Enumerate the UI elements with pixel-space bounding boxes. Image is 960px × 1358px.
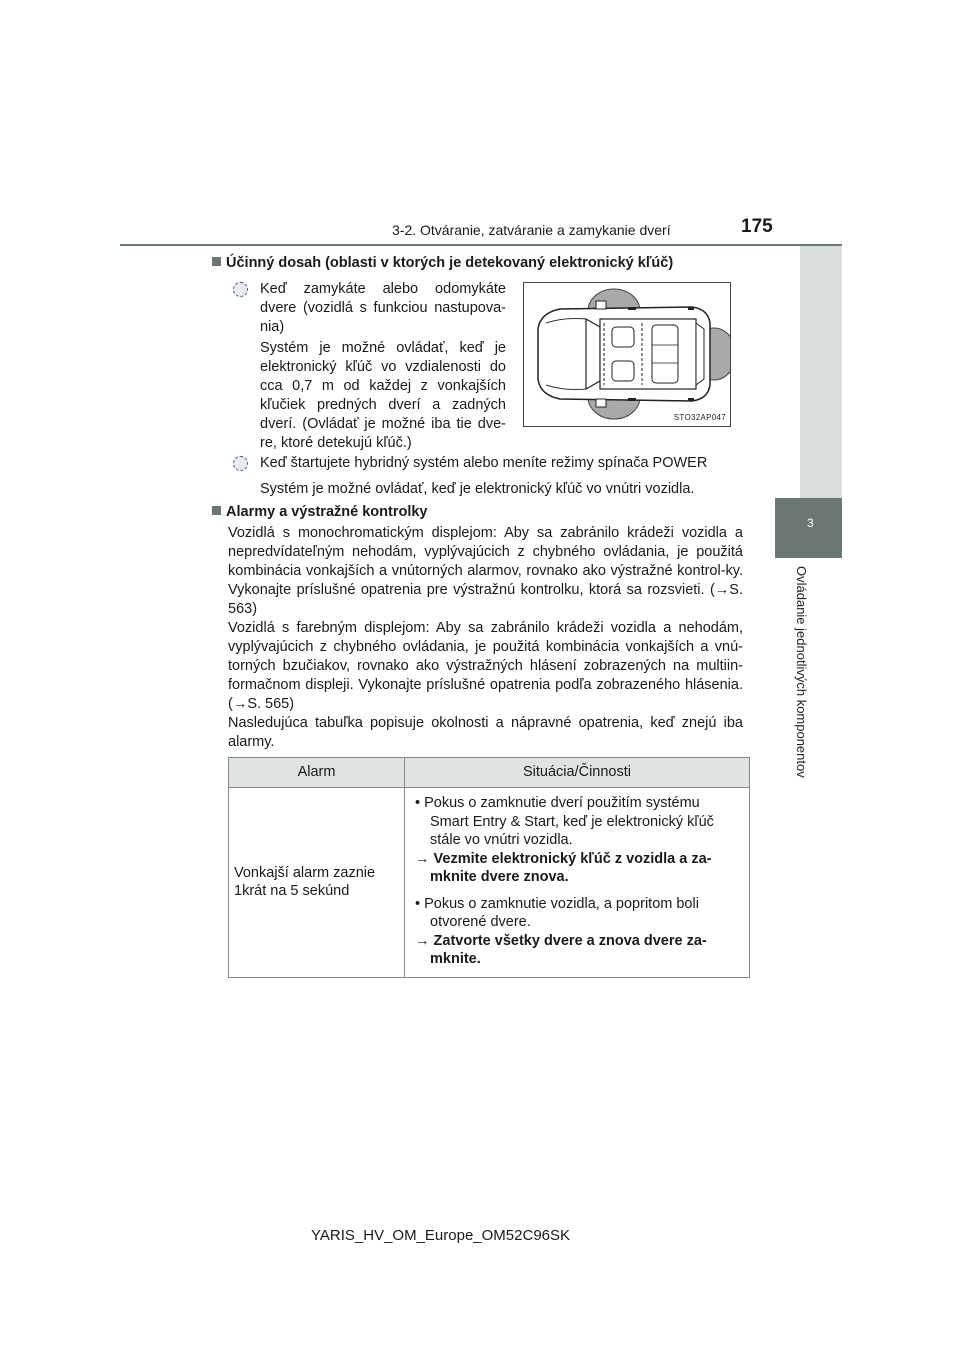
heading-text: Účinný dosah (oblasti v ktorých je detekovaný elektronický kľúč): [226, 255, 674, 271]
header-rule: [120, 244, 842, 246]
situation-text: • Pokus o zamknutie vozidla, a popritom boli otvorené dvere.: [415, 895, 699, 930]
section-heading-alarms: [212, 504, 427, 520]
document-id: YARIS_HV_OM_Europe_OM52C96SK: [311, 1227, 571, 1244]
column-header-situation: Situácia/Činnosti: [405, 758, 750, 788]
paragraph-monochrome: Vozidlá s monochromatickým displejom: Aby sa zabránilo krádeži vozidla a nepredvídateľným nehodám, vyplývajúcich z chybného ovládania, je použitá kombinácia vonkajších a vnútorných alarmov, rovnako ako výstražné kontrol-ky. Vykonajte príslušné opatrenia pre výstražnú kontrolku, ktorá sa rozsvieti. (→S. 563): [228, 525, 743, 617]
item2-title: Keď štartujete hybridný systém alebo meníte režimy spínača POWER: [260, 455, 708, 471]
square-bullet-icon: [212, 506, 221, 515]
item1-title: Keď zamykáte alebo odomykáte dvere (vozidlá s funkciou nastupova-nia): [260, 281, 506, 335]
section-heading-range: [212, 255, 673, 271]
action-text: → Zatvorte všetky dvere a znova dvere za-mknite.: [415, 932, 707, 967]
table-header-row: [229, 758, 750, 788]
dashed-circle-icon: [233, 282, 248, 297]
item2-body: Systém je možné ovládať, keď je elektronický kľúč vo vnútri vozidla.: [260, 481, 695, 497]
chapter-title: Ovládanie jednotlivých komponentov: [794, 566, 809, 778]
item1-body: Systém je možné ovládať, keď je elektronický kľúč vo vzdialenosti do cca 0,7 m od každej z vonkajších kľučiek predných dverí a zadných dverí. (Ovládať je možné iba tie dve-re, ktoré detekujú kľúč.): [260, 340, 506, 451]
detection-area-figure: [523, 282, 731, 427]
heading-text: Alarmy a výstražné kontrolky: [226, 504, 428, 520]
situation-text: • Pokus o zamknutie dverí použitím systému Smart Entry & Start, keď je elektronický kľúč stále vo vnútri vozidla.: [415, 795, 714, 848]
dashed-circle-icon: [233, 456, 248, 471]
chapter-tab: [775, 498, 842, 558]
page-number: 175: [741, 216, 773, 237]
paragraph-color-display: Vozidlá s farebným displejom: Aby sa zabránilo krádeži vozidla a nehodám, vyplývajúcich z chybného ovládania, je použitá kombinácia vonkajších a vnú-torných bzučiakov, rovnako ako výstražných hlásení zobrazených na multiin-formačnom displeji. Vykonajte príslušné opatrenia podľa zobrazeného hlásenia. (→S. 565): [228, 620, 743, 712]
action-text: → Vezmite elektronický kľúč z vozidla a za-mknite dvere znova.: [415, 850, 712, 885]
car-top-view-illustration: [524, 283, 730, 426]
square-bullet-icon: [212, 257, 221, 266]
table-row: [229, 788, 750, 978]
section-title: 3-2. Otváranie, zatváranie a zamykanie dverí: [392, 222, 671, 238]
alarm-cell: Vonkajší alarm zaznie 1krát na 5 sekúnd: [229, 788, 405, 978]
chapter-number: 3: [807, 516, 814, 530]
alarm-table: [228, 757, 750, 978]
situation-cell: [405, 788, 750, 978]
figure-code: STO32AP047: [673, 413, 726, 422]
situation-case: [415, 895, 741, 969]
side-tab-band: [800, 246, 842, 498]
situation-case: [415, 794, 741, 887]
column-header-alarm: Alarm: [229, 758, 405, 788]
paragraph-table-intro: Nasledujúca tabuľka popisuje okolnosti a nápravné opatrenia, keď znejú iba alarmy.: [228, 715, 743, 750]
